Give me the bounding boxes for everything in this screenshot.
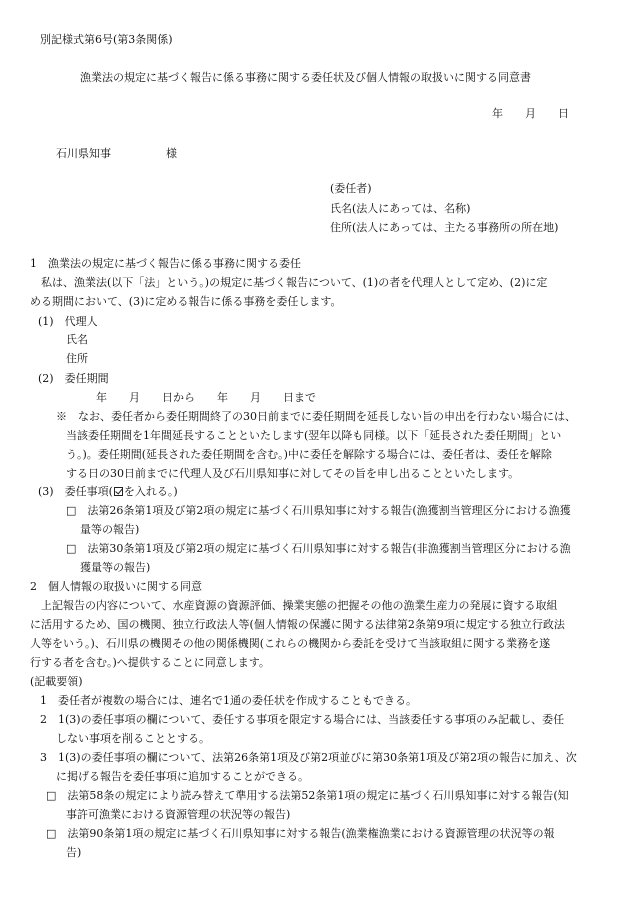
section1-heading: 1 漁業法の規定に基づく報告に係る事務に関する委任	[30, 257, 301, 270]
note-2-cont: しない事項を削ることとする。	[56, 732, 210, 745]
section1-intro: 私は、漁業法(以下「法」という。)の規定に基づく報告について、(1)の者を代理人として定め、(2)に定	[30, 276, 548, 289]
note-3: 3 1(3)の委任事項の欄について、法第26条第1項及び第2項並びに第30条第1項及び第2項の報告に加え、次	[40, 751, 577, 764]
note-2: 2 1(3)の委任事項の欄について、委任する事項を限定する場合には、当該委任する事項のみ記載し、委任	[40, 713, 565, 726]
matter-catch-quota-report-cont: 量等の報告)	[80, 523, 140, 536]
matters-heading	[38, 486, 178, 497]
delegator-name-label: 氏名(法人にあっては、名称)	[330, 202, 471, 215]
addressee: 石川県知事 様	[56, 147, 177, 160]
note-3-option-fishing-rights[interactable]: □ 法第90条第1項の規定に基づく石川県知事に対する報告(漁業権漁業における資源管理の状況等の報	[46, 827, 555, 840]
form-number: 別記様式第6号(第3条関係)	[40, 33, 173, 46]
extension-note-line2: 当該委任期間を1年間延長することといたします(翌年以降も同様。以下「延長された委任期間」とい	[66, 429, 562, 442]
agent-name-label: 氏名	[66, 333, 88, 346]
extension-note-line3: う。)。委任期間(延長された委任期間を含む。)中に委任を解除する場合には、委任者は、委任を解除	[66, 448, 552, 461]
agent-heading: (1) 代理人	[38, 315, 98, 328]
date-field: 年 月 日	[492, 107, 569, 120]
note-3-option-licensed-fishery-cont: 事許可漁業における資源管理の状況等の報告)	[66, 808, 291, 821]
delegator-address-label: 住所(法人にあっては、主たる事務所の所在地)	[330, 221, 559, 234]
section2-body-line3: 人等をいう。)、石川県の機関その他の関係機関(これらの機関から委託を受けて当該取組に関する業務を遂	[30, 637, 551, 650]
note-1: 1 委任者が複数の場合には、連名で1通の委任状を作成することもできる。	[40, 694, 417, 707]
note-3-cont: に掲げる報告を委任事項に追加することができる。	[56, 770, 309, 783]
matter-catch-quota-report[interactable]: □ 法第26条第1項及び第2項の規定に基づく石川県知事に対する報告(漁獲割当管理区分における漁獲	[66, 504, 571, 517]
agent-address-label: 住所	[66, 352, 88, 365]
section2-body-line4: 行する者を含む。)へ提供することに同意します。	[30, 656, 270, 669]
note-3-option-licensed-fishery[interactable]: □ 法第58条の規定により読み替えて準用する法第52条第1項の規定に基づく石川県知事に対する報告(知	[46, 789, 569, 802]
matters-heading-text: (3) 委任事項(	[38, 485, 113, 498]
note-3-option-fishing-rights-cont: 告)	[66, 846, 82, 859]
section2-body-line2: に活用するため、国の機関、独立行政法人等(個人情報の保護に関する法律第2条第9項に規定する独立行政法	[30, 618, 565, 631]
section1-intro-cont: める期間において、(3)に定める報告に係る事務を委任します。	[30, 295, 342, 308]
delegator-heading: (委任者)	[330, 182, 372, 195]
document-title: 漁業法の規定に基づく報告に係る事務に関する委任状及び個人情報の取扱いに関する同意書	[80, 71, 531, 84]
section2-body: 上記報告の内容について、水産資源の資源評価、操業実態の把握その他の漁業生産力の発展に資する取組	[30, 599, 558, 612]
period-range: 年 月 日から 年 月 日まで	[96, 391, 316, 404]
matter-non-quota-report[interactable]: □ 法第30条第1項及び第2項の規定に基づく石川県知事に対する報告(非漁獲割当管理区分における漁	[66, 542, 571, 555]
notes-heading: (記載要領)	[30, 675, 83, 688]
matter-non-quota-report-cont: 獲量等の報告)	[80, 561, 151, 574]
matters-heading-text-end: を入れる。)	[123, 485, 178, 498]
period-heading: (2) 委任期間	[38, 372, 109, 385]
section2-heading: 2 個人情報の取扱いに関する同意	[30, 580, 202, 593]
extension-note: ※ なお、委任者から委任期間終了の30日前までに委任期間を延長しない旨の申出を行わない場合には、	[56, 410, 576, 423]
checkmark-icon	[114, 487, 123, 496]
extension-note-line4: する日の30日前までに代理人及び石川県知事に対してその旨を申し出ることといたします。	[66, 467, 520, 480]
